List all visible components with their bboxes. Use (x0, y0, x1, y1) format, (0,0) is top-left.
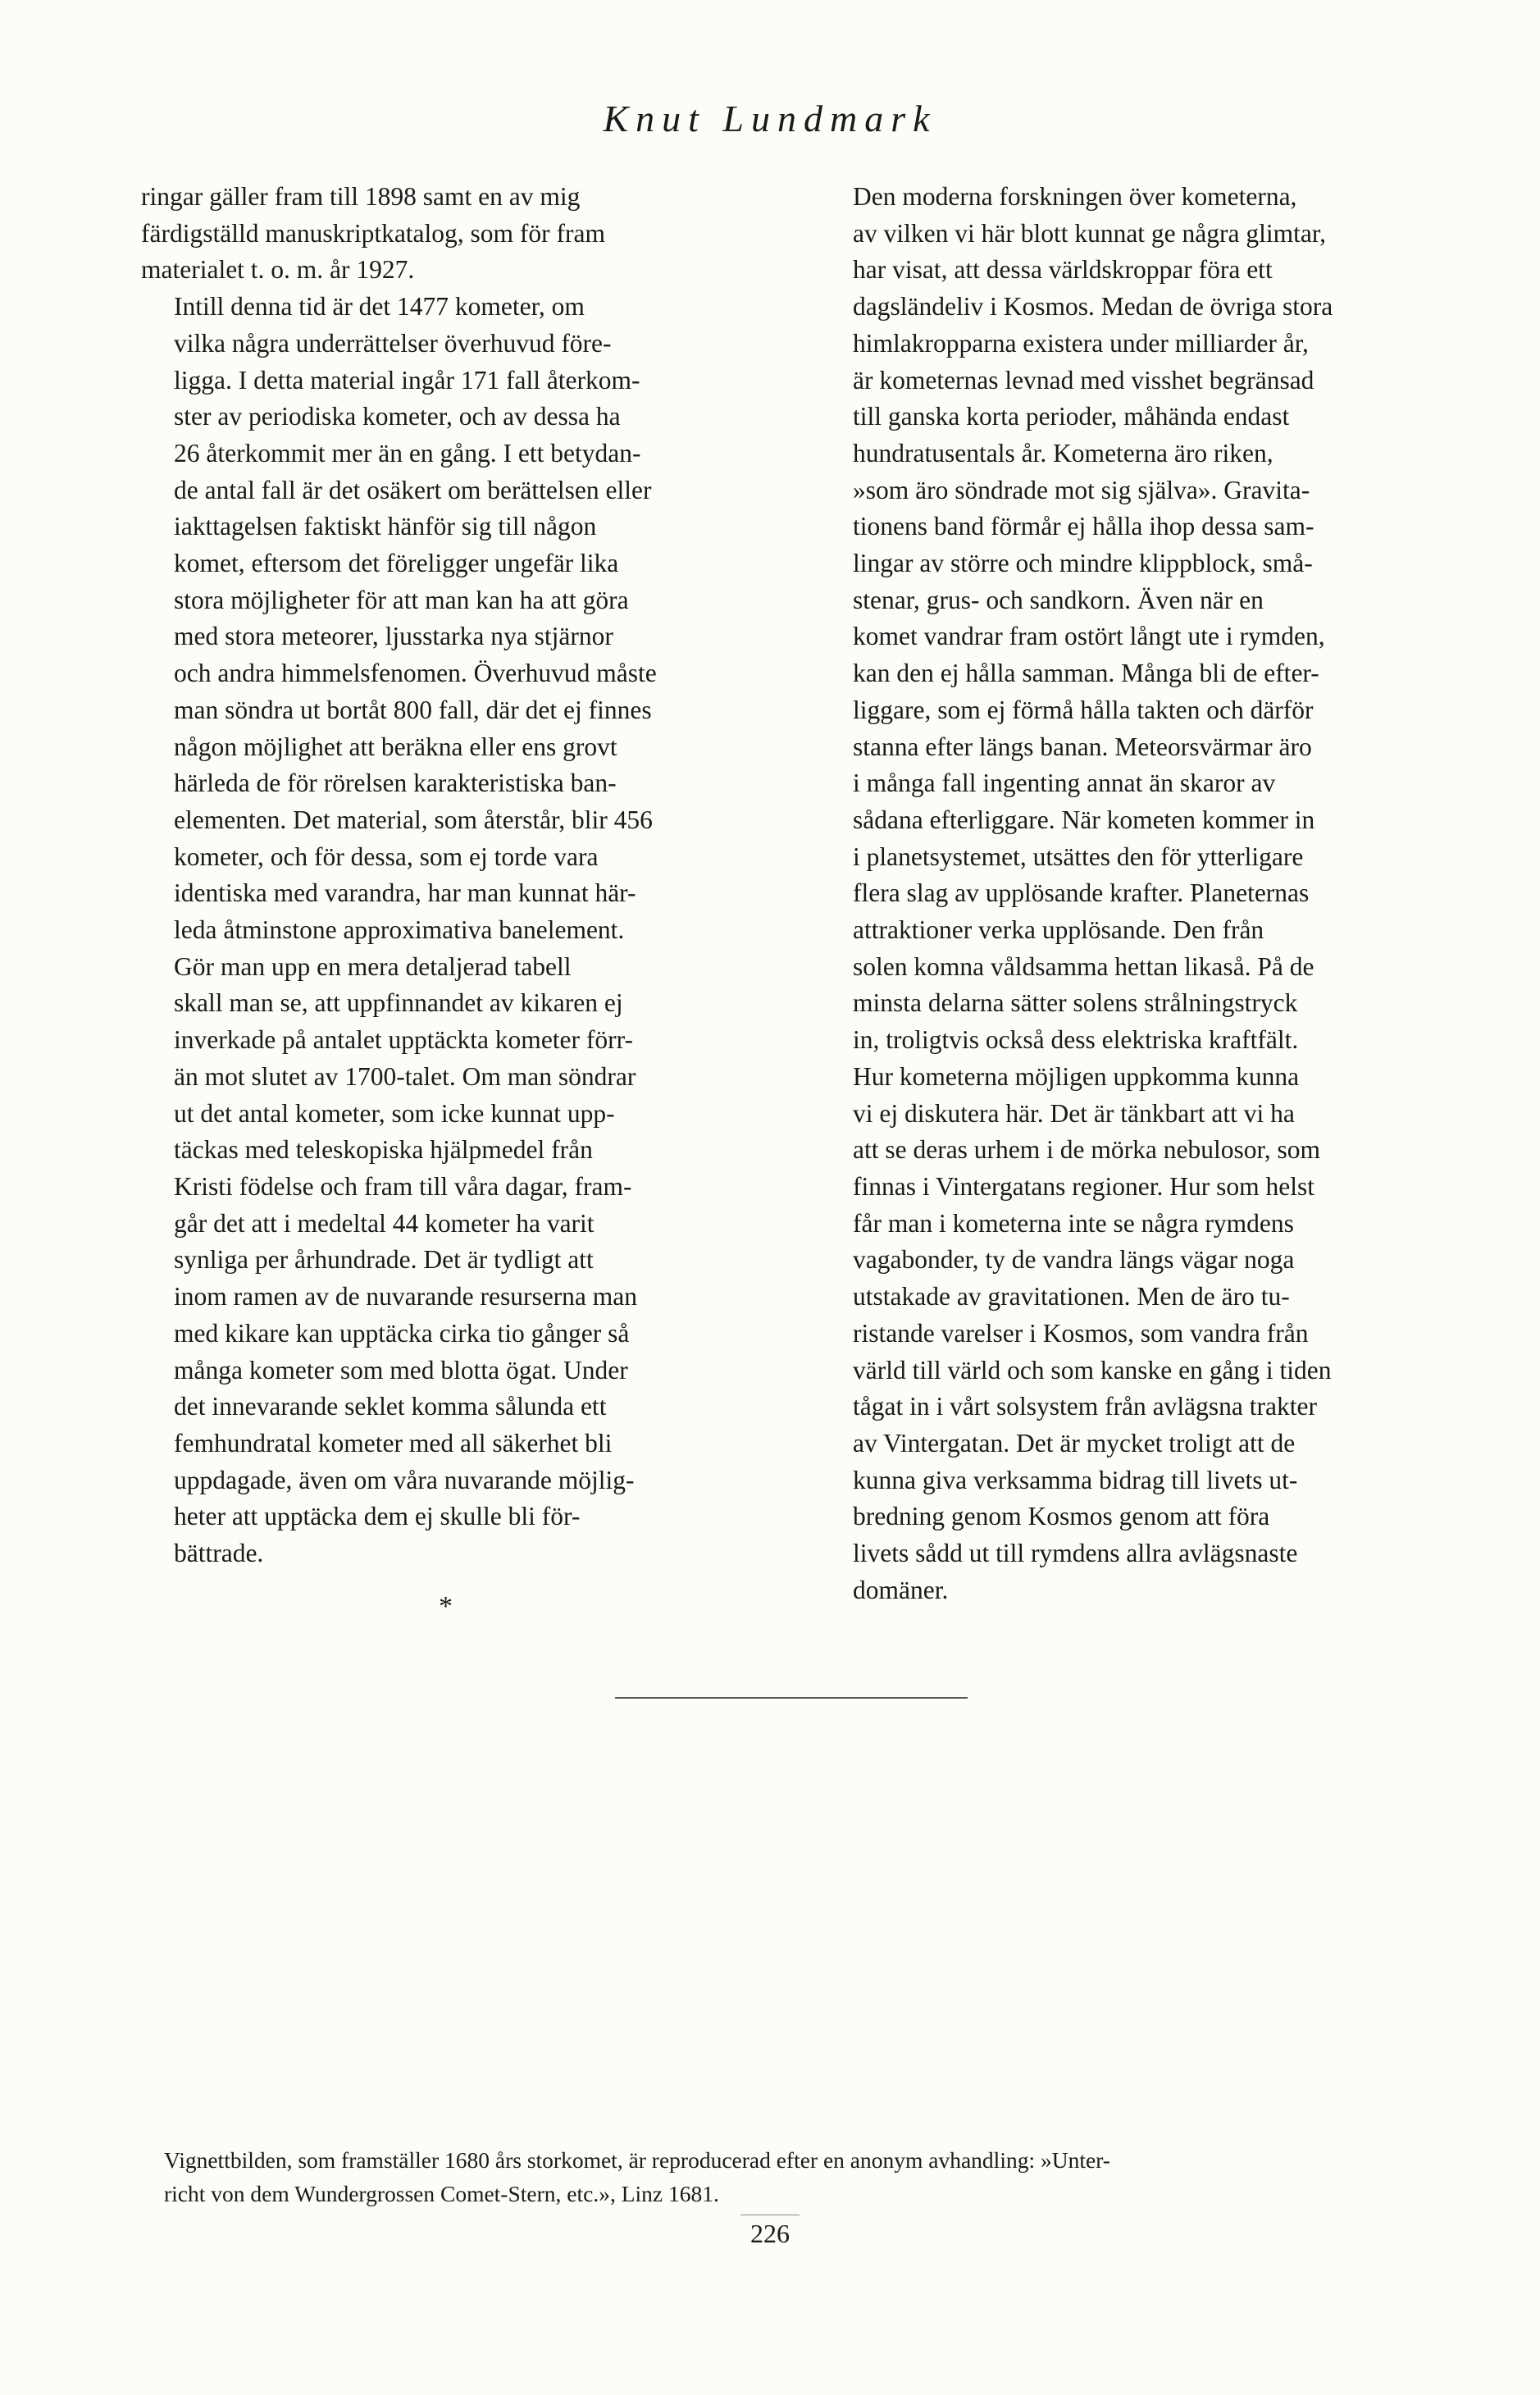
text-line: komet, eftersom det föreligger ungefär lika (174, 549, 619, 578)
text-line: livets sådd ut till rymdens allra avlägsnaste (853, 1539, 1298, 1568)
text-line: tågat in i vårt solsystem från avlägsna trakter (853, 1392, 1317, 1421)
text-line: utstakade av gravitationen. Men de äro tu- (853, 1282, 1290, 1312)
text-line: »som äro söndrade mot sig själva». Gravita- (853, 475, 1310, 504)
page-number: 226 (740, 2215, 800, 2249)
paragraph (820, 179, 1468, 1059)
text-line: härleda de för rörelsen karakteristiska ban- (174, 769, 617, 798)
text-line: sådana efterliggare. När kometen kommer in (853, 805, 1315, 834)
section-break-asterisk: * (439, 1591, 453, 1622)
text-line: det innevarande seklet komma sålunda ett (174, 1392, 607, 1421)
text-line: stenar, grus- och sandkorn. Även när en (853, 585, 1264, 614)
text-line: är kometernas levnad med visshet begränsad (853, 365, 1314, 395)
paragraph (141, 179, 789, 289)
text-line: femhundratal kometer med all säkerhet bli (174, 1428, 613, 1458)
text-line: kunna giva verksamma bidrag till livets ut- (853, 1465, 1298, 1494)
text-line: täckas med teleskopiska hjälpmedel från (174, 1135, 593, 1165)
footnote (164, 2143, 1476, 2210)
text-line: i många fall ingenting annat än skaror av (853, 769, 1276, 798)
text-line: domäner. (853, 1575, 949, 1604)
text-line: iakttagelsen faktiskt hänför sig till någon (174, 512, 597, 541)
text-line: bredning genom Kosmos genom att föra (853, 1502, 1270, 1531)
text-line: får man i kometerna inte se några rymdens (853, 1208, 1294, 1238)
text-line: dagsländeliv i Kosmos. Medan de övriga stora (853, 292, 1333, 322)
text-line: bättrade. (174, 1539, 264, 1568)
text-line: materialet t. o. m. år 1927. (141, 255, 415, 285)
text-line: elementen. Det material, som återstår, blir 456 (174, 805, 653, 834)
text-line: Hur kometerna möjligen uppkomma kunna (853, 1061, 1300, 1091)
text-line: med kikare kan upptäcka cirka tio gånger så (174, 1318, 630, 1348)
text-line: finnas i Vintergatans regioner. Hur som helst (853, 1171, 1314, 1201)
text-line: Intill denna tid är det 1477 kometer, om (174, 292, 585, 322)
text-line: leda åtminstone approximativa banelement. (174, 915, 625, 945)
text-line: himlakropparna existera under milliarder år, (853, 328, 1309, 358)
left-column (141, 179, 789, 1572)
text-line: lingar av större och mindre klippblock, små- (853, 549, 1313, 578)
text-line: stanna efter längs banan. Meteorsvärmar äro (853, 732, 1312, 761)
text-line: går det att i medeltal 44 kometer ha varit (174, 1208, 595, 1238)
text-line: heter att upptäcka dem ej skulle bli för- (174, 1502, 581, 1531)
text-line: har visat, att dessa världskroppar föra ett (853, 255, 1273, 285)
text-line: kan den ej hålla samman. Många bli de efter- (853, 659, 1319, 688)
text-line: Kristi födelse och fram till våra dagar, fram- (174, 1171, 632, 1201)
footnote-rule (615, 1697, 968, 1699)
text-line: ligga. I detta material ingår 171 fall återkom- (174, 365, 640, 395)
page-number-wrap (0, 2215, 1540, 2249)
text-line: kometer, och för dessa, som ej torde vara (174, 842, 599, 871)
text-line: uppdagade, även om våra nuvarande möjlig- (174, 1465, 635, 1494)
text-line: av Vintergatan. Det är mycket troligt att de (853, 1428, 1296, 1458)
text-line: liggare, som ej förmå hålla takten och därför (853, 695, 1314, 724)
text-line: 26 återkommit mer än en gång. I ett betydan- (174, 438, 641, 468)
text-line: de antal fall är det osäkert om berättelsen eller (174, 475, 652, 504)
text-line: Gör man upp en mera detaljerad tabell (174, 951, 572, 981)
text-line: värld till värld och som kanske en gång i tiden (853, 1355, 1332, 1385)
text-line: än mot slutet av 1700-talet. Om man söndrar (174, 1061, 636, 1091)
text-line: ster av periodiska kometer, och av dessa ha (174, 402, 621, 431)
text-line: minsta delarna sätter solens strålningstryck (853, 988, 1298, 1018)
text-line: av vilken vi här blott kunnat ge några glimtar, (853, 218, 1326, 248)
text-line: in, troligtvis också dess elektriska kraftfält. (853, 1025, 1299, 1055)
text-line: med stora meteorer, ljusstarka nya stjärnor (174, 622, 613, 651)
paragraph (141, 949, 789, 1572)
text-line: flera slag av upplösande krafter. Planeternas (853, 878, 1310, 908)
paragraph (820, 1059, 1468, 1609)
text-line: många kometer som med blotta ögat. Under (174, 1355, 628, 1385)
text-line: i planetsystemet, utsättes den för ytterligare (853, 842, 1304, 871)
text-line: inverkade på antalet upptäckta kometer förr- (174, 1025, 633, 1055)
text-line: hundratusentals år. Kometerna äro riken, (853, 438, 1273, 468)
text-line: Den moderna forskningen över kometerna, (853, 182, 1297, 211)
paragraph (141, 289, 789, 949)
text-line: inom ramen av de nuvarande resurserna man (174, 1282, 638, 1312)
text-line: till ganska korta perioder, måhända endast (853, 402, 1290, 431)
text-line: att se deras urhem i de mörka nebulosor, som (853, 1135, 1320, 1165)
text-line: ristande varelser i Kosmos, som vandra från (853, 1318, 1309, 1348)
text-line: vagabonder, ty de vandra längs vägar noga (853, 1245, 1295, 1275)
text-line: färdigställd manuskriptkatalog, som för fram (141, 218, 605, 248)
text-line: identiska med varandra, har man kunnat här- (174, 878, 636, 908)
text-line: vi ej diskutera här. Det är tänkbart att vi ha (853, 1098, 1295, 1128)
text-line: stora möjligheter för att man kan ha att göra (174, 585, 629, 614)
text-line: attraktioner verka upplösande. Den från (853, 915, 1264, 945)
text-line: någon möjlighet att beräkna eller ens grovt (174, 732, 617, 761)
footnote-line: richt von dem Wundergrossen Comet-Stern, etc.», Linz 1681. (164, 2181, 719, 2206)
text-line: ringar gäller fram till 1898 samt en av mig (141, 182, 581, 211)
right-column (820, 179, 1468, 1608)
text-line: skall man se, att uppfinnandet av kikaren ej (174, 988, 623, 1018)
text-line: komet vandrar fram ostört långt ute i rymden, (853, 622, 1325, 651)
text-line: man söndra ut bortåt 800 fall, där det ej finnes (174, 695, 652, 724)
text-line: solen komna våldsamma hettan likaså. På de (853, 951, 1314, 981)
running-head-author: Knut Lundmark (603, 98, 937, 139)
text-line: vilka några underrättelser överhuvud före- (174, 328, 612, 358)
text-line: ut det antal kometer, som icke kunnat upp- (174, 1098, 615, 1128)
text-line: och andra himmelsfenomen. Överhuvud måste (174, 659, 657, 688)
footnote-line: Vignettbilden, som framställer 1680 års storkomet, är reproducerad efter en anonym avhandling: »Unter- (164, 2147, 1110, 2173)
text-line: tionens band förmår ej hålla ihop dessa sam- (853, 512, 1314, 541)
text-line: synliga per århundrade. Det är tydligt att (174, 1245, 594, 1275)
